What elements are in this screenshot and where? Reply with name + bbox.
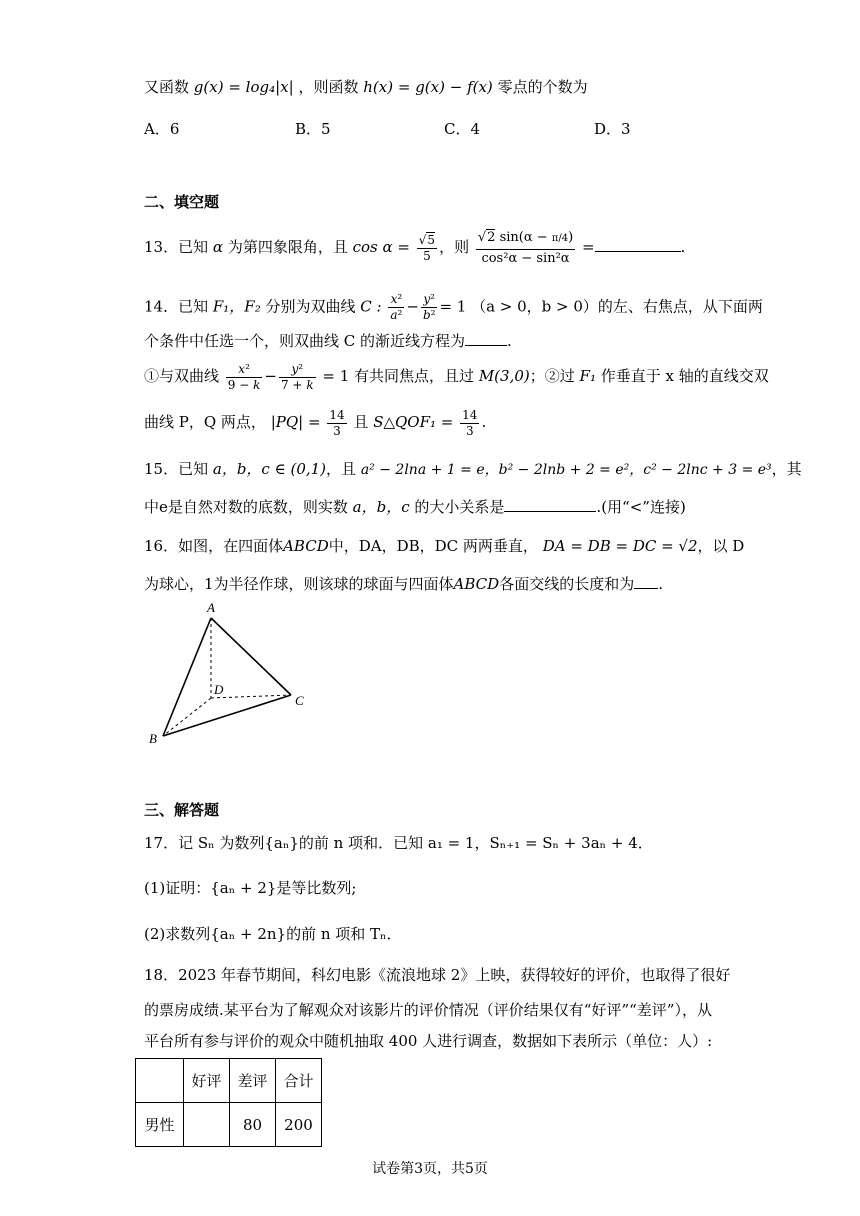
q12-choices <box>144 118 744 140</box>
q13-main-fraction: $\frac{√2 \sin(\alpha - \pi/4)}{\text{cos²α − sin²α}}$ <box>477 230 574 266</box>
q13-number: 13． <box>144 238 179 256</box>
q16-line1 <box>144 535 744 557</box>
edge-ab <box>163 618 211 736</box>
q17-part2: (2)求数列{aₙ + 2n}的前 n 项和 Tₙ． <box>144 925 402 943</box>
q14-line4 <box>144 406 486 439</box>
table-cell: 80 <box>230 1103 276 1147</box>
q14-area: S△QOF₁ = <box>373 413 454 431</box>
q14-end: . <box>481 413 487 431</box>
q16-tetra: ABCD <box>283 537 329 555</box>
q13-part2: 为第四象限角，且 <box>227 238 348 256</box>
q18-table <box>135 1058 322 1147</box>
q14-option1-intro: ①与双曲线 <box>144 367 220 385</box>
q14-hyperbola-text: 分别为双曲线 <box>265 297 356 316</box>
tetrahedron-figure <box>140 596 320 756</box>
q14-y2-b2-fraction: $\frac{\text{y²}}{\text{b²}}$ <box>422 292 436 322</box>
q14-option1-text: = 1 有共同焦点，且过 <box>322 367 475 385</box>
q16-tetra-2: ABCD <box>453 575 500 593</box>
q13-sqrt5-fraction: $\frac{√5}{5}$ <box>418 232 436 263</box>
q14-y2-fraction: $\frac{\text{y²}}{7 + k}$ <box>280 361 314 392</box>
q16-line2 <box>144 573 663 595</box>
q15-and: ，且 <box>326 460 357 478</box>
q15-e-text: 中e是自然对数的底数，则实数 <box>144 498 348 516</box>
q14-answer-blank[interactable] <box>465 345 507 346</box>
q14-option2-intro: ；②过 <box>529 367 575 385</box>
q14-and: 且 <box>353 413 369 431</box>
table-row <box>136 1103 322 1147</box>
q13-part3: ，则 <box>439 238 470 256</box>
q16-answer-blank[interactable] <box>634 588 658 589</box>
q14-option2-text: 作垂直于 x 轴的直线交双 <box>600 367 769 385</box>
vertex-label-c: C <box>295 693 304 708</box>
q16-perp: 中，DA，DB，DC 两两垂直， <box>328 537 538 555</box>
q14-period: . <box>507 332 512 350</box>
q13-text: 13．已知 α 为第四象限角，且 cos α = $\frac{√5}{5}$ ，则 $\frac{√2 \sin(\alpha - \pi/4)}{\text{cos²α − sin²α}}$ = . <box>144 230 686 266</box>
q14-14-3-fraction: $\frac{14}{3}$ <box>329 407 345 438</box>
q13-part1: 已知 <box>178 238 209 256</box>
choice-c: C．4 <box>444 120 481 138</box>
q12-middle: ，则函数 <box>298 78 359 96</box>
q15-equations: a² − 2lna + 1 = e，b² − 2lnb + 2 = e²，c² − 2lnc + 3 = e³ <box>360 462 772 478</box>
table-header-row <box>136 1059 322 1103</box>
edge-bc <box>163 695 291 736</box>
q15-vars: a，b，c <box>352 498 410 516</box>
q17-stem: 17．记 Sₙ 为数列{aₙ}的前 n 项和．已知 a₁ = 1，Sₙ₊₁ = Sₙ + 3aₙ + 4． <box>144 834 653 852</box>
section-fill-heading: 二、填空题 <box>144 193 220 211</box>
table-cell: 男性 <box>136 1103 184 1147</box>
page-footer: 试卷第3页，共5页 <box>372 1161 488 1177</box>
table-cell: 200 <box>276 1103 322 1147</box>
q12-prefix: 又函数 <box>144 78 190 96</box>
table-header-cell <box>136 1059 184 1103</box>
q16-question: 各面交线的长度和为 <box>499 575 635 593</box>
q14-point-m: M(3,0) <box>478 367 530 385</box>
q15-answer-blank[interactable] <box>504 511 596 512</box>
vertex-label-a: A <box>207 600 215 615</box>
q17-part1: (1)证明：{aₙ + 2}是等比数列; <box>144 879 357 897</box>
q16-intro: 16．如图，在四面体 <box>144 537 284 555</box>
q18-line3: 平台所有参与评价的观众中随机抽取 400 人进行调查，数据如下表所示（单位：人）: <box>144 1032 713 1050</box>
q12-formula-h: h(x) = g(x) − f(x) <box>363 78 493 96</box>
table-cell <box>184 1103 230 1147</box>
section-answer-heading: 三、解答题 <box>144 801 220 819</box>
q18-line2: 的票房成绩.某平台为了解观众对该影片的评价情况（评价结果仅有“好评”“差评”），从 <box>144 1001 712 1019</box>
q13-cos-expr: cos α = <box>352 238 410 256</box>
q14-line1: 14．已知 F₁，F₂ 分别为双曲线 C : $\frac{\text{x²}}{\text{a²}}$ − $\frac{\text{y²}}{\text{b²}}$ = 1 （a > 0，b > 0）的左、右焦点，从下面两 <box>144 292 763 322</box>
q15-hint: .(用“<”连接) <box>596 498 686 516</box>
choice-d: D．3 <box>594 120 631 138</box>
q14-line2 <box>144 330 512 352</box>
vertex-label-d: D <box>214 682 224 697</box>
q14-conditions: （a > 0，b > 0）的左、右焦点，从下面两 <box>471 297 763 316</box>
alpha-symbol: α <box>212 238 224 256</box>
q14-foci: F₁，F₂ <box>212 297 261 316</box>
q14-area-fraction: $\frac{14}{3}$ <box>462 407 478 438</box>
q14-intro: 14．已知 <box>144 297 209 316</box>
q14-pq-intro: 曲线 P，Q 两点， <box>144 413 266 431</box>
q14-f1: F₁ <box>579 367 596 385</box>
q15-where: ，其 <box>771 460 802 478</box>
vertex-label-b: B <box>149 731 157 746</box>
q15-intro: 15．已知 <box>144 460 209 478</box>
q14-line3: ①与双曲线 $\frac{\text{x²}}{9 - k}$ − $\frac{\text{y²}}{7 + k}$ = 1 有共同焦点，且过 M(3,0)；②过 F₁ 作垂直于 x 轴的直线交双 <box>144 361 769 392</box>
choice-a: A．6 <box>144 120 180 138</box>
q18-line1: 18．2023 年春节期间，科幻电影《流浪地球 2》上映，获得较好的评价，也取得了很好 <box>144 966 731 984</box>
q12-suffix: 零点的个数为 <box>497 78 588 96</box>
choice-b: B．5 <box>295 120 331 138</box>
q14-question: 个条件中任选一个，则双曲线 C 的渐近线方程为 <box>144 332 466 350</box>
q16-period: . <box>658 575 663 593</box>
q14-x2-fraction: $\frac{\text{x²}}{9 - k}$ <box>227 361 261 392</box>
q13-answer-blank[interactable] <box>595 251 681 252</box>
table-header-cell: 合计 <box>276 1059 322 1103</box>
table-header-cell: 好评 <box>184 1059 230 1103</box>
q14-c-label: C : <box>360 297 382 316</box>
q15-question: 的大小关系是 <box>414 498 505 516</box>
q16-sphere: 为球心，1为半径作球，则该球的球面与四面体 <box>144 575 454 593</box>
q14-pq-length: |PQ| = <box>270 413 321 431</box>
q12-text <box>144 76 588 98</box>
q16-center: ，以 D <box>697 537 745 555</box>
table-header-cell: 差评 <box>230 1059 276 1103</box>
q13-period: . <box>680 238 686 256</box>
q16-lengths: DA = DB = DC = √2 <box>542 537 698 555</box>
q15-line1 <box>144 458 802 481</box>
q14-x2-a2-fraction: $\frac{\text{x²}}{\text{a²}}$ <box>390 292 403 322</box>
q12-formula-g: g(x) = log₄|x| <box>193 78 294 96</box>
q15-line2 <box>144 496 686 518</box>
q15-range: a，b，c ∈ (0,1) <box>212 460 327 478</box>
